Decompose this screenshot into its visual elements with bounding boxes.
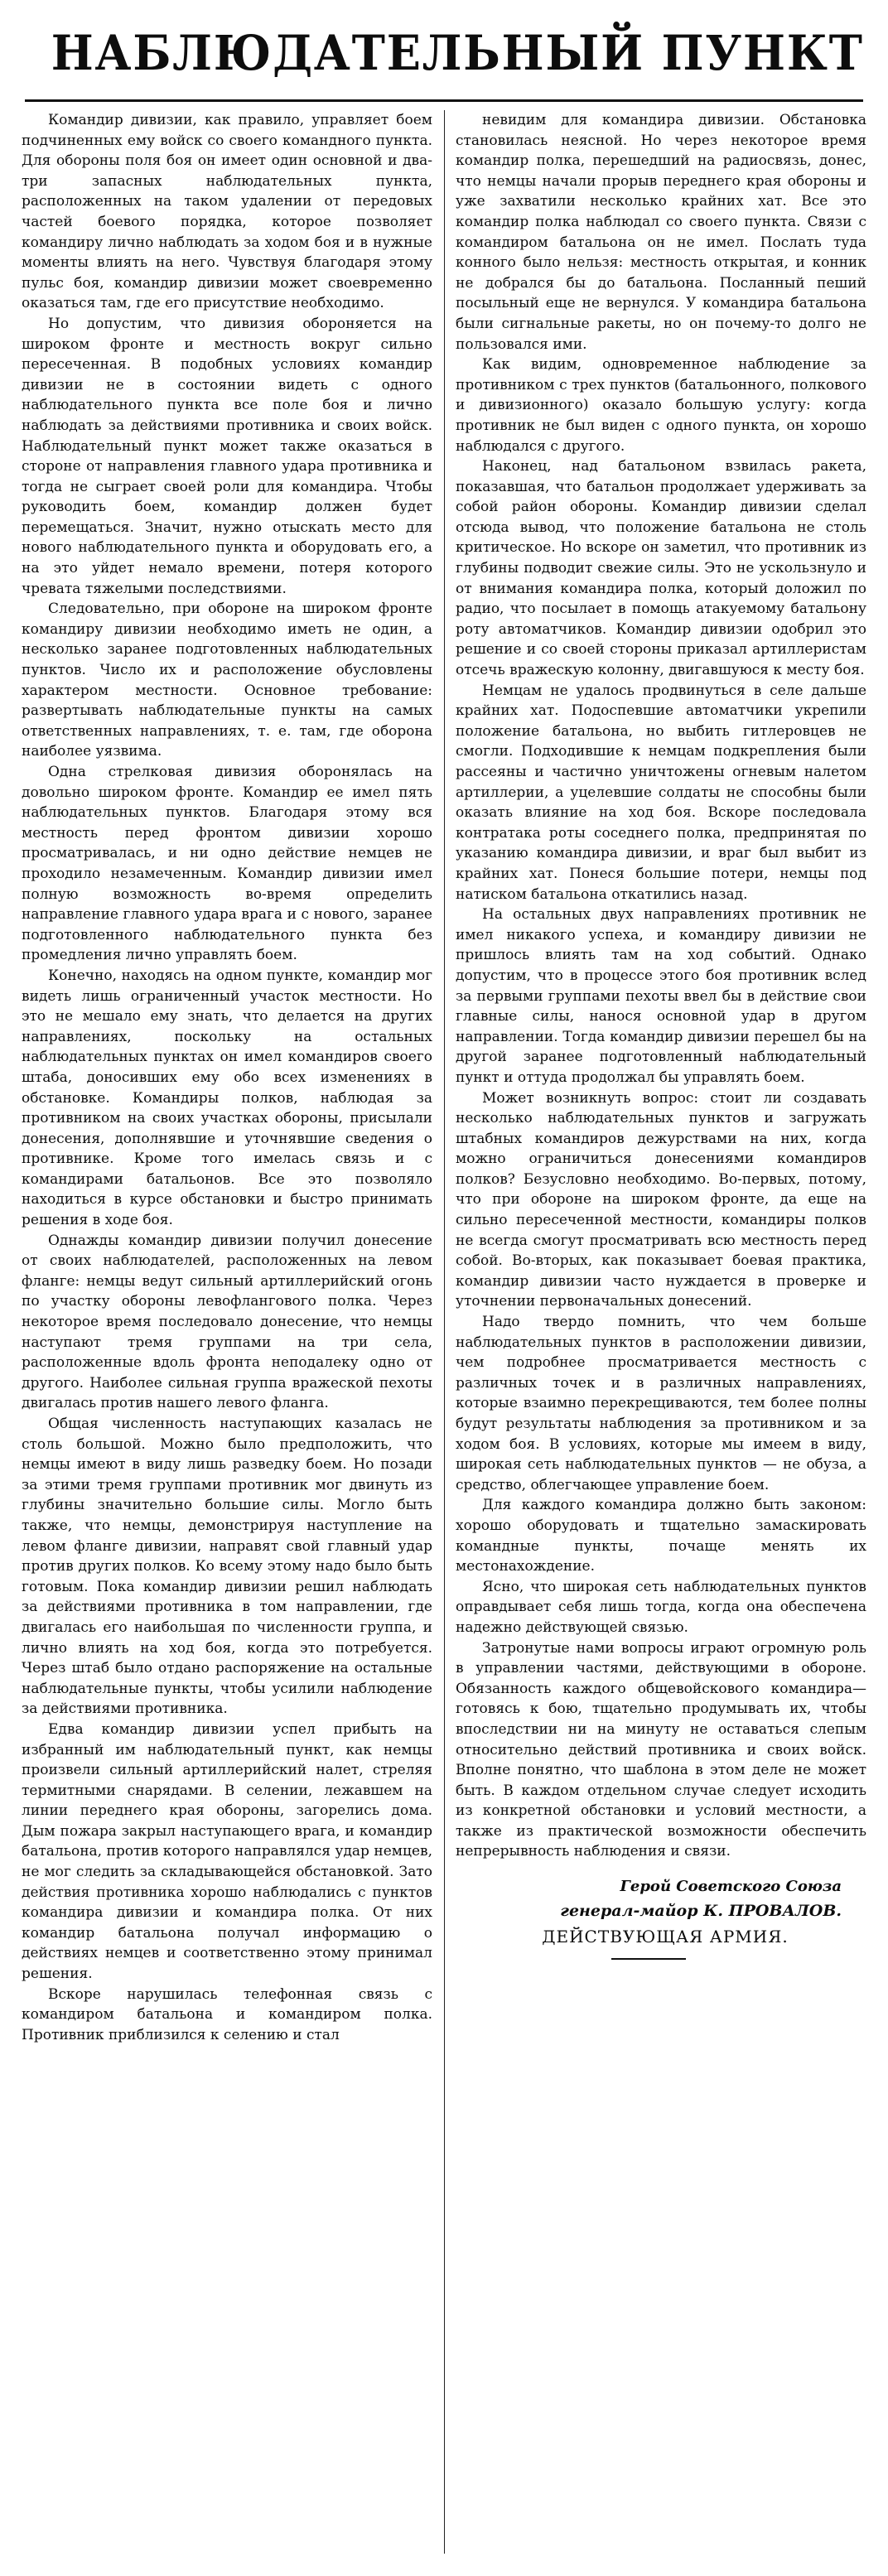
author-rank: Герой Советского Союза [620,1878,842,1896]
article-paragraph: На остальных двух направлениях противник не имел никакого успеха, и командиру дивизии не пришлось влиять там на ход событий. Однако допустим, что в процессе этого боя противник вслед за первыми группами пехоты ввел бы в действие свои главные силы, нанося основной удар в другом направлении. Тогда командир дивизии перешел бы на другой заранее подготовленный наблюдательный пункт и оттуда продолжал бы управлять боем. [456,906,866,1086]
author-name: генерал-майор К. ПРОВАЛОВ. [560,1902,842,1921]
right-column [456,110,866,2554]
article-body [22,110,866,2554]
signature-block [456,1875,866,1960]
article-paragraph: Конечно, находясь на одном пункте, командир мог видеть лишь ограниченный участок местности. Но это не мешало ему знать, что делается на других направлениях, поскольку на остальных наблюдательных пунктах он имел командиров своего штаба, доносивших ему обо всех изменениях в обстановке. Командиры полков, наблюдая за противником на своих участках обороны, присылали донесения, дополнявшие и уточнявшие сведения о противнике. Кроме того имелась связь и с командирами батальонов. Все это позволяло находиться в курсе обстановки и быстро принимать решения в ходе боя. [22,967,432,1229]
headline-rule [25,99,863,102]
article-paragraph: Как видим, одновременное наблюдение за противником с трех пунктов (батальонного, полкового и дивизионного) оказало большую услугу: когда противник не был виден с одного пункта, он хорошо наблюдался с другого. [456,356,866,455]
article-paragraph: Может возникнуть вопрос: стоит ли создавать несколько наблюдательных пунктов и загружать штабных командиров дежурствами на них, когда можно ограничиться донесениями командиров полков? Безусловно необходимо. Во-первых, потому, что при обороне на широком фронте, да еще на сильно пересеченной местности, командиры полков не всегда смогут просматривать всю местность перед собой. Во-вторых, как показывает боевая практика, командир дивизии часто нуждается в проверке и уточнении первоначальных донесений. [456,1089,866,1310]
column-divider [444,110,445,2554]
article-paragraph: Но допустим, что дивизия обороняется на широком фронте и местность вокруг сильно пересеченная. В подобных условиях командир дивизии не в состоянии видеть с одного наблюдательного пункта все поле боя и лично наблюдать за действиями противника и своих войск. Наблюдательный пункт может также оказаться в стороне от направления главного удара противника и тогда не сыграет своей роли для командира. Чтобы руководить боем, командир должен будет перемещаться. Значит, нужно отыскать место для нового наблюдательного пункта и оборудовать его, а на это уйдет немало времени, потеря которого чревата тяжелыми последствиями. [22,315,432,597]
article-paragraph: Однажды командир дивизии получил донесение от своих наблюдателей, расположенных на левом фланге: немцы ведут сильный артиллерийский огонь по участку обороны левофлангового полка. Через некоторое время последовало донесение, что немцы наступают тремя группами на три села, расположенные вдоль фронта неподалеку одно от другого. Наиболее сильная группа вражеской пехоты двигалась против нашего левого фланга. [22,1232,432,1412]
left-column [22,110,432,2554]
article-paragraph: невидим для командира дивизии. Обстановка становилась неясной. Но через некоторое время командир полка, перешедший на радиосвязь, донес, что немцы начали прорыв переднего края обороны и уже захватили несколько крайних хат. Все это командир полка наблюдал со своего пункта. Связи с командиром батальона он не имел. Послать туда конного было нельзя: местность открытая, и конник не добрался бы до батальона. Посланный пеший посыльный еще не вернулся. У командира батальона были сигнальные ракеты, но он почему-то долго не пользовался ими. [456,112,866,353]
article-paragraph: Немцам не удалось продвинуться в селе дальше крайних хат. Подоспевшие автоматчики укрепили положение батальона, но выбить гитлеровцев не смогли. Подходившие к немцам подкрепления были рассеяны и частично уничтожены огневым налетом артиллерии, а уцелевшие солдаты не способны были оказать влияние на ход боя. Вскоре последовала контратака роты соседнего полка, предпринятая по указанию командира дивизии, и враг был выбит из крайних хат. Понеся большие потери, немцы под натиском батальона откатились назад. [456,682,866,903]
article-paragraph: Следовательно, при обороне на широком фронте командиру дивизии необходимо иметь не один, а несколько заранее подготовленных наблюдательных пунктов. Число их и расположение обусловлены характером местности. Основное требование: развертывать наблюдательные пункты на самых ответственных направлениях, т. е. там, где оборона наиболее уязвима. [22,601,432,760]
article-paragraph: Вскоре нарушилась телефонная связь с командиром батальона и командиром полка. Противник приблизился к селению и стал [22,1985,432,2043]
article-paragraph: Общая численность наступающих казалась не столь большой. Можно было предположить, что немцы имеют в виду лишь разведку боем. Но позади за этими тремя группами противник мог двинуть из глубины значительно большие силы. Могло быть также, что немцы, демонстрируя наступление на левом фланге дивизии, направят свой главный удар против других полков. Ко всему этому надо было быть готовым. Пока командир дивизии решил наблюдать за действиями противника в том направлении, где двигалась его наибольшая по численности группа, и лично влиять на ход боя, когда это потребуется. Через штаб было отдано распоряжение на остальные наблюдательные пункты, чтобы усилили наблюдение за действиями противника. [22,1416,432,1718]
article-paragraph: Ясно, что широкая сеть наблюдательных пунктов оправдывает себя лишь тогда, когда она обеспечена надежно действующей связью. [456,1578,866,1636]
article-paragraph: Едва командир дивизии успел прибыть на избранный им наблюдательный пункт, как немцы произвели сильный артиллерийский налет, стреляя термитными снарядами. В селении, лежавшем на линии переднего края обороны, загорелись дома. Дым пожара закрыл наступающего врага, и командир батальона, против которого направлялся удар немцев, не мог следить за складывающейся обстановкой. Зато действия противника хорошо наблюдались с пунктов командира дивизии и командира полка. От них командир батальона получал информацию о действиях немцев и соответственно этому принимал решения. [22,1720,432,1983]
dateline: ДЕЙСТВУЮЩАЯ АРМИЯ. [542,1927,789,1947]
article-paragraph: Одна стрелковая дивизия оборонялась на довольно широком фронте. Командир ее имел пять наблюдательных пунктов. Благодаря этому вся местность перед фронтом дивизии хорошо просматривалась, и ни одно действие немцев не проходило незамеченным. Командир дивизии имел полную возможность во-время определить направление главного удара врага и с нового, заранее подготовленного наблюдательного пункта без промедления лично управлять боем. [22,764,432,964]
article-paragraph: Наконец, над батальоном взвилась ракета, показавшая, что батальон продолжает удерживать за собой район обороны. Командир дивизии сделал отсюда вывод, что положение батальона не столь критическое. Но вскоре он заметил, что противник из глубины подводит свежие силы. Это не ускользнуло и от внимания командира полка, который доложил по радио, что посылает в помощь атакуемому батальону роту автоматчиков. Командир дивизии одобрил это решение и со своей стороны приказал артиллеристам отсечь вражескую колонну, двигавшуюся к месту боя. [456,458,866,679]
article-paragraph: Для каждого командира должно быть законом: хорошо оборудовать и тщательно замаскировать командные пункты, почаще менять их местонахождение. [456,1497,866,1575]
right-column-paragraphs [456,110,866,1862]
article-headline: НАБЛЮДАТЕЛЬНЫЙ ПУНКТ [51,25,864,81]
article-paragraph: Надо твердо помнить, что чем больше наблюдательных пунктов в расположении дивизии, чем подробнее просматривается местность с различных точек и в различных направлениях, которые взаимно перекрещиваются, тем более полны будут результаты наблюдения за противником и за ходом боя. В условиях, которые мы имеем в виду, широкая сеть наблюдательных пунктов — не обуза, а средство, облегчающее управление боем. [456,1314,866,1493]
end-rule [611,1958,686,1960]
article-paragraph: Затронутые нами вопросы играют огромную роль в управлении частями, действующими в обороне. Обязанность каждого общевойскового командира—готовясь к бою, тщательно продумывать их, чтобы впоследствии ни на минуту не оставаться слепым относительно действий противника и своих войск. Вполне понятно, что шаблона в этом деле не может быть. В каждом отдельном случае следует исходить из конкретной обстановки и условий местности, а также из практической возможности обеспечить непрерывность наблюдения и связи. [456,1639,866,1860]
article-paragraph: Командир дивизии, как правило, управляет боем подчиненных ему войск со своего командного пункта. Для обороны поля боя он имеет один основной и два-три запасных наблюдательных пункта, расположенных на таком удалении от передовых частей боевого порядка, которое позволяет командиру лично наблюдать за ходом боя и в нужные моменты влиять на него. Чувствуя благодаря этому пульс боя, командир дивизии может своевременно оказаться там, где его присутствие необходимо. [22,112,432,312]
